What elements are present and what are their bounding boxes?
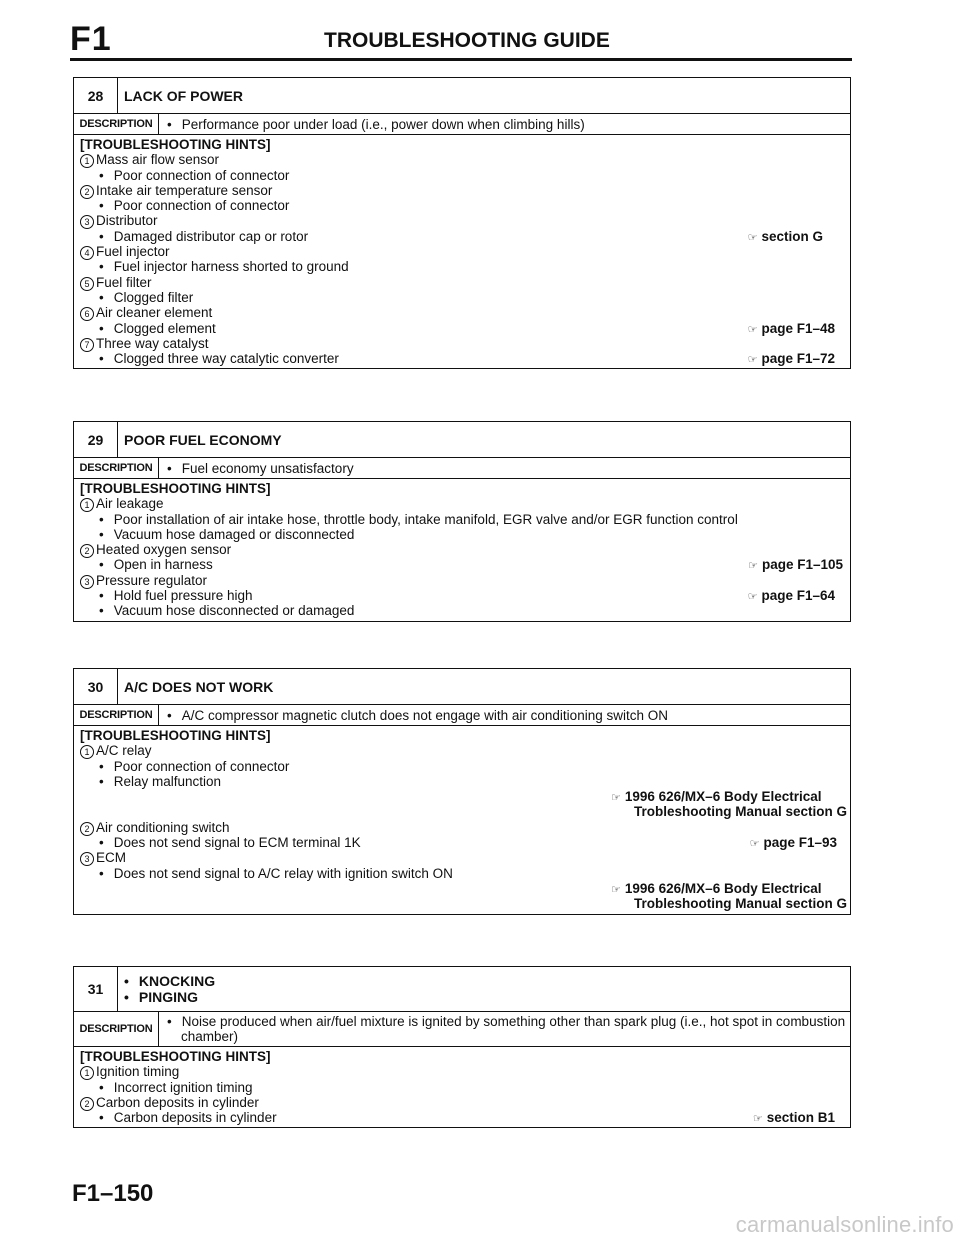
hint-detail: • Poor installation of air intake hose, throttle body, intake manifold, EGR valve and/or EGR function control <box>80 512 844 527</box>
hint-item: Intake air temperature sensor <box>96 182 273 198</box>
hint-detail: • Relay malfunction <box>80 774 844 789</box>
description-label: DESCRIPTION <box>74 458 159 478</box>
description-label: DESCRIPTION <box>74 1012 159 1046</box>
circled-number: 1 <box>80 498 94 512</box>
circled-number: 1 <box>80 745 94 759</box>
hint-detail: • Poor connection of connector <box>80 168 844 183</box>
hint-item: Mass air flow sensor <box>96 152 220 168</box>
hint-item: Carbon deposits in cylinder <box>96 1094 259 1110</box>
trouble-number: 30 <box>74 669 118 704</box>
circled-number: 2 <box>80 1097 94 1111</box>
hints-heading: [TROUBLESHOOTING HINTS] <box>80 481 271 496</box>
reference-link[interactable]: ☞ page F1–93 <box>750 835 837 852</box>
hint-item: A/C relay <box>96 743 152 759</box>
description-text: • Noise produced when air/fuel mixture is ignited by something other than spark plug (i.e., hot spot in combustion chamber) <box>159 1012 845 1046</box>
hint-item: Ignition timing <box>96 1064 180 1080</box>
page-title: TROUBLESHOOTING GUIDE <box>324 29 610 52</box>
reference-link-cont: Trobleshooting Manual section G <box>634 896 848 912</box>
trouble-title-line: • PINGING <box>124 989 198 1005</box>
trouble-number: 29 <box>74 422 118 457</box>
reference-link[interactable]: ☞ page F1–105 <box>748 557 843 574</box>
watermark: carmanualsonline.info <box>735 1212 954 1237</box>
pointing-hand-icon: ☞ <box>611 792 621 805</box>
circled-number: 7 <box>80 338 94 352</box>
trouble-number: 28 <box>74 78 118 113</box>
trouble-number: 31 <box>74 967 118 1011</box>
hint-detail: • Does not send signal to ECM terminal 1K ☞ page F1–93 <box>80 835 844 850</box>
description-text: • Performance poor under load (i.e., power down when climbing hills) <box>159 114 585 134</box>
reference-link[interactable]: ☞ 1996 626/MX–6 Body Electrical <box>80 881 844 896</box>
hint-item: Fuel injector <box>96 244 170 260</box>
hints-block <box>74 1047 850 1127</box>
hint-item: Three way catalyst <box>96 335 209 351</box>
circled-number: 2 <box>80 185 94 199</box>
pointing-hand-icon: ☞ <box>747 354 758 367</box>
description-text: • Fuel economy unsatisfactory <box>159 458 354 478</box>
hints-block <box>74 726 850 914</box>
pointing-hand-icon: ☞ <box>747 323 758 336</box>
hints-block <box>74 479 850 621</box>
hint-detail: • Fuel injector harness shorted to ground <box>80 259 844 274</box>
reference-link[interactable]: ☞ page F1–72 <box>748 351 835 368</box>
hint-item: Fuel filter <box>96 274 152 290</box>
description-row <box>74 114 850 135</box>
description-label: DESCRIPTION <box>74 114 159 134</box>
box-header <box>74 669 850 705</box>
hint-detail: • Clogged filter <box>80 290 844 305</box>
hint-detail: • Clogged three way catalytic converter ☞ page F1–72 <box>80 351 844 366</box>
page-number: F1–150 <box>72 1180 154 1207</box>
box-header <box>74 78 850 114</box>
reference-link-cont: Trobleshooting Manual section G <box>634 804 848 820</box>
trouble-title <box>118 967 215 1011</box>
trouble-box-29 <box>73 421 851 622</box>
reference-link[interactable]: ☞ page F1–48 <box>748 321 835 338</box>
pointing-hand-icon: ☞ <box>747 231 758 244</box>
box-header <box>74 422 850 458</box>
hint-detail: • Carbon deposits in cylinder ☞ section B1 <box>80 1110 844 1125</box>
page-header <box>70 22 852 61</box>
section-code: F1 <box>70 20 112 58</box>
trouble-title: LACK OF POWER <box>124 87 243 104</box>
hints-heading: [TROUBLESHOOTING HINTS] <box>80 137 271 152</box>
hint-detail: • Vacuum hose damaged or disconnected <box>80 527 844 542</box>
hint-item: Air conditioning switch <box>96 819 230 835</box>
pointing-hand-icon: ☞ <box>752 1113 763 1126</box>
hint-item: Pressure regulator <box>96 572 208 588</box>
hints-heading: [TROUBLESHOOTING HINTS] <box>80 728 271 743</box>
pointing-hand-icon: ☞ <box>611 883 621 896</box>
trouble-title-line: • KNOCKING <box>124 973 215 989</box>
pointing-hand-icon: ☞ <box>748 560 758 573</box>
hint-item: ECM <box>96 850 126 866</box>
circled-number: 2 <box>80 544 94 558</box>
hint-detail: • Poor connection of connector <box>80 759 844 774</box>
circled-number: 1 <box>80 1066 94 1080</box>
hint-detail: • Hold fuel pressure high ☞ page F1–64 <box>80 588 844 603</box>
trouble-title: A/C DOES NOT WORK <box>124 678 274 695</box>
description-text: • A/C compressor magnetic clutch does not engage with air conditioning switch ON <box>159 705 668 725</box>
reference-link[interactable]: ☞ section G <box>748 229 823 246</box>
circled-number: 2 <box>80 822 94 836</box>
pointing-hand-icon: ☞ <box>747 591 758 604</box>
circled-number: 3 <box>80 852 94 866</box>
reference-link[interactable]: ☞ 1996 626/MX–6 Body Electrical <box>80 789 844 804</box>
hint-item: Air leakage <box>96 496 164 512</box>
box-header <box>74 967 850 1012</box>
circled-number: 1 <box>80 154 94 168</box>
circled-number: 6 <box>80 307 94 321</box>
trouble-box-28 <box>73 77 851 369</box>
circled-number: 3 <box>80 575 94 589</box>
hint-detail: • Poor connection of connector <box>80 198 844 213</box>
description-row <box>74 458 850 479</box>
hint-item: Distributor <box>96 213 158 229</box>
reference-link[interactable]: ☞ section B1 <box>753 1110 835 1127</box>
hint-detail: • Incorrect ignition timing <box>80 1080 844 1095</box>
hint-detail: • Open in harness ☞ page F1–105 <box>80 557 844 572</box>
hint-detail: • Damaged distributor cap or rotor ☞ section G <box>80 229 844 244</box>
circled-number: 3 <box>80 215 94 229</box>
circled-number: 5 <box>80 277 94 291</box>
pointing-hand-icon: ☞ <box>749 838 760 851</box>
reference-link[interactable]: ☞ page F1–64 <box>748 588 835 605</box>
trouble-box-31 <box>73 966 851 1128</box>
hints-heading: [TROUBLESHOOTING HINTS] <box>80 1049 271 1064</box>
hints-block <box>74 135 850 368</box>
circled-number: 4 <box>80 246 94 260</box>
description-label: DESCRIPTION <box>74 705 159 725</box>
trouble-box-30 <box>73 668 851 915</box>
hint-item: Heated oxygen sensor <box>96 542 232 558</box>
hint-detail: • Does not send signal to A/C relay with ignition switch ON <box>80 866 844 881</box>
description-row <box>74 705 850 726</box>
hint-detail: • Clogged element ☞ page F1–48 <box>80 321 844 336</box>
trouble-title: POOR FUEL ECONOMY <box>124 431 282 448</box>
description-row <box>74 1012 850 1047</box>
hint-item: Air cleaner element <box>96 305 213 321</box>
hint-detail: • Vacuum hose disconnected or damaged <box>80 603 844 618</box>
